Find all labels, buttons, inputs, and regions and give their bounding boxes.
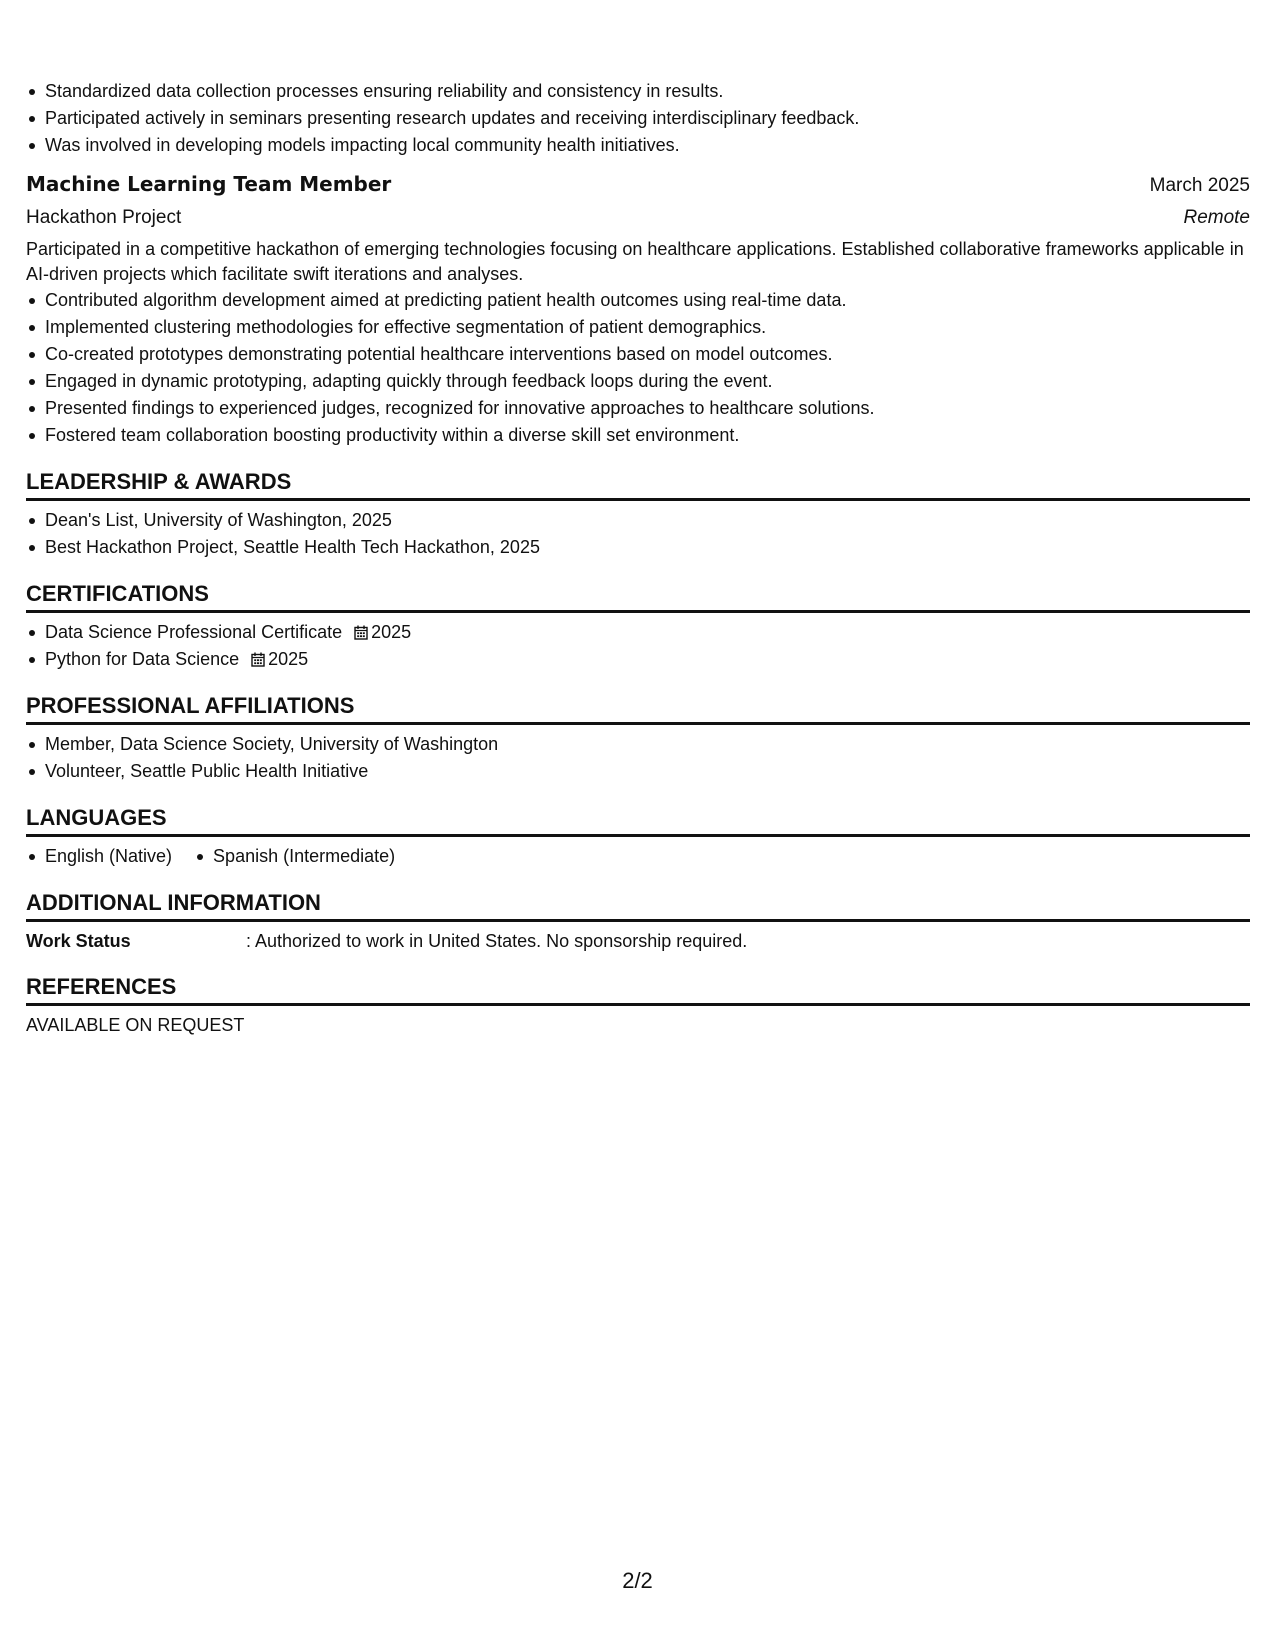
ml-role-bullets — [26, 287, 1250, 449]
list-item — [26, 619, 1250, 646]
previous-role-bullets — [26, 78, 1250, 159]
job-location: Remote — [1183, 207, 1250, 228]
list-item: Volunteer, Seattle Public Health Initiative — [26, 758, 1250, 785]
references-text: AVAILABLE ON REQUEST — [26, 1015, 245, 1035]
page-number: 2/2 — [622, 1568, 653, 1593]
list-item: Implemented clustering methodologies for effective segmentation of patient demographics. — [26, 314, 1250, 341]
list-item — [26, 646, 1250, 673]
section-heading-affiliations: PROFESSIONAL AFFILIATIONS — [26, 691, 1250, 725]
section-heading-leadership: LEADERSHIP & AWARDS — [26, 467, 1250, 501]
affiliations-list — [26, 731, 1250, 785]
list-item: Spanish (Intermediate) — [194, 843, 395, 870]
certifications-list — [26, 619, 1250, 673]
certification-year: 2025 — [371, 622, 412, 642]
section-heading-references: REFERENCES — [26, 972, 1250, 1006]
list-item: Standardized data collection processes ensuring reliability and consistency in results. — [26, 78, 1250, 105]
job-organization: Hackathon Project — [26, 207, 182, 228]
list-item: Dean's List, University of Washington, 2025 — [26, 507, 1250, 534]
list-item: Participated actively in seminars presenting research updates and receiving interdisciplinary feedback. — [26, 105, 1250, 132]
ml-role-entry — [26, 159, 1250, 449]
list-item: English (Native) — [26, 843, 172, 870]
work-status-label: Work Status — [26, 931, 131, 951]
certification-name: Python for Data Science — [45, 649, 240, 669]
calendar-icon — [354, 625, 368, 640]
calendar-icon — [251, 652, 265, 667]
job-title: Machine Learning Team Member — [26, 172, 392, 196]
list-item: Member, Data Science Society, University of Washington — [26, 731, 1250, 758]
work-status-row — [26, 928, 1250, 954]
resume-page — [26, 78, 1250, 1038]
section-heading-certifications: CERTIFICATIONS — [26, 579, 1250, 613]
list-item: Was involved in developing models impacting local community health initiatives. — [26, 132, 1250, 159]
certification-year: 2025 — [268, 649, 309, 669]
list-item: Presented findings to experienced judges, recognized for innovative approaches to healthcare solutions. — [26, 395, 1250, 422]
leadership-list — [26, 507, 1250, 561]
job-description: Participated in a competitive hackathon of emerging technologies focusing on healthcare applications. Established collaborative frameworks applicable in AI-driven projects which facilitate swift iterations and analyses. — [26, 239, 1244, 284]
list-item: Contributed algorithm development aimed at predicting patient health outcomes using real-time data. — [26, 287, 1250, 314]
list-item: Fostered team collaboration boosting productivity within a diverse skill set environment. — [26, 422, 1250, 449]
certification-name: Data Science Professional Certificate — [45, 622, 343, 642]
job-date: March 2025 — [1149, 175, 1250, 196]
section-heading-languages: LANGUAGES — [26, 803, 1250, 837]
languages-list — [26, 843, 1250, 870]
work-status-value: : Authorized to work in United States. No sponsorship required. — [246, 931, 748, 951]
list-item: Co-created prototypes demonstrating potential healthcare interventions based on model outcomes. — [26, 341, 1250, 368]
section-heading-additional: ADDITIONAL INFORMATION — [26, 888, 1250, 922]
list-item: Best Hackathon Project, Seattle Health Tech Hackathon, 2025 — [26, 534, 1250, 561]
list-item: Engaged in dynamic prototyping, adapting quickly through feedback loops during the event. — [26, 368, 1250, 395]
